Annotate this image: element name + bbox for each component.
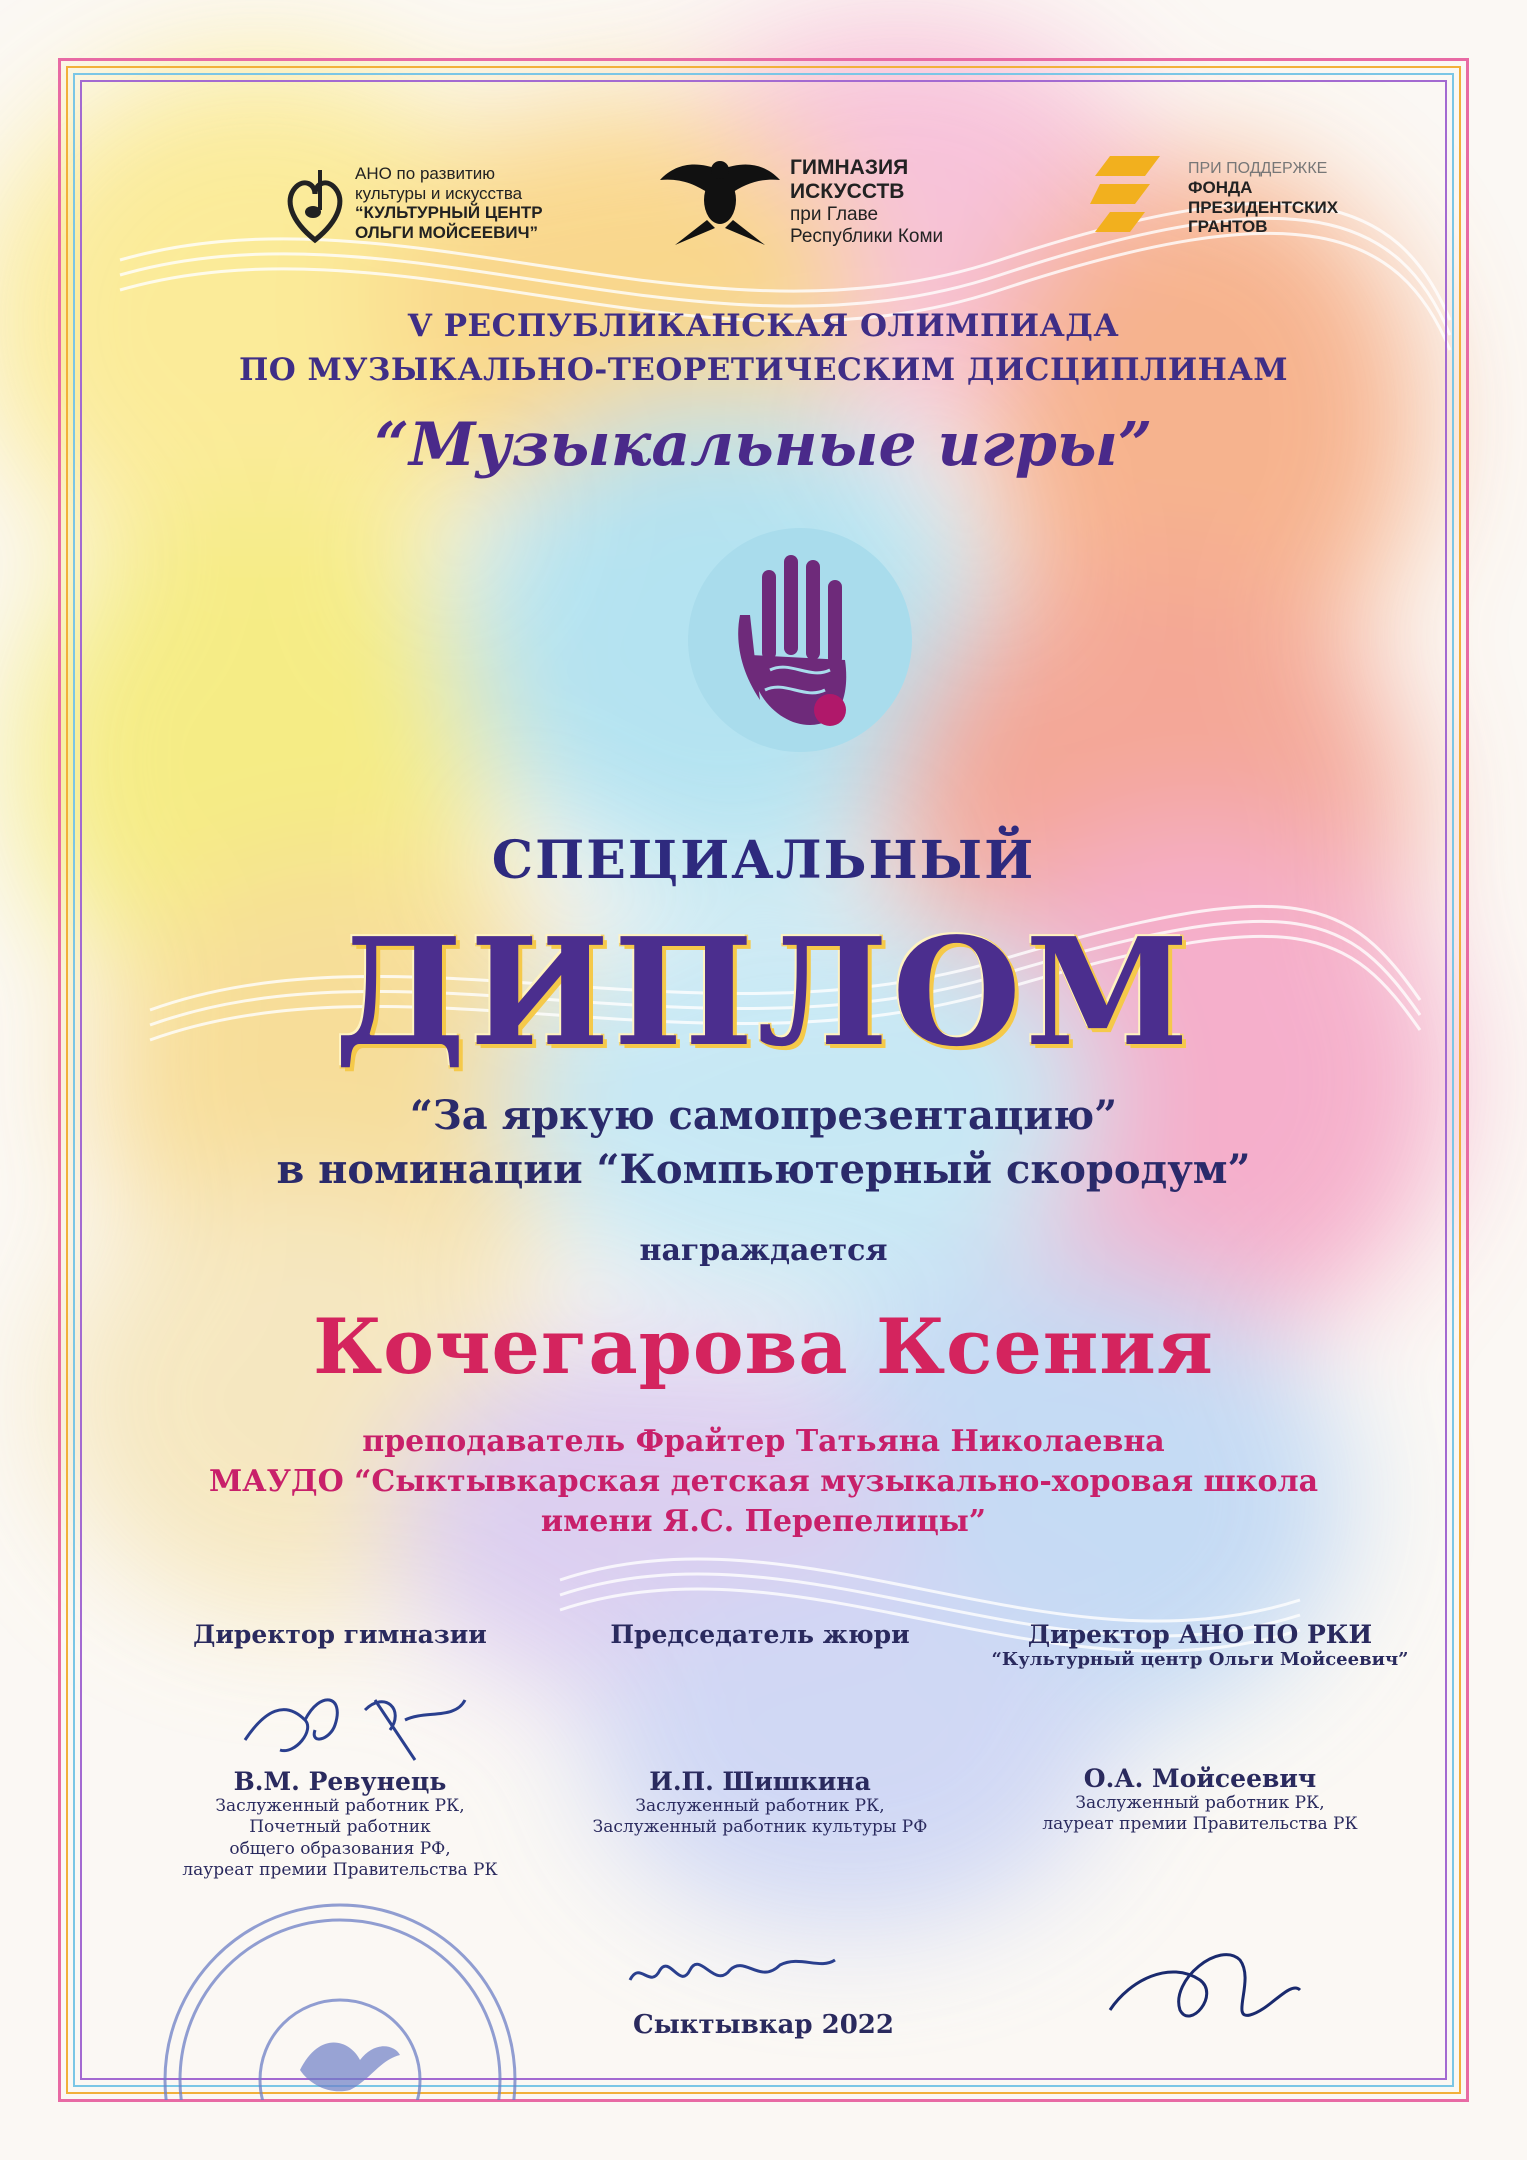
heart-note-icon [280,160,350,250]
signature-desc-line: Заслуженный работник РК, [635,1796,885,1816]
signature-name: О.А. Мойсеевич [1083,1764,1317,1793]
official-stamp [150,1880,530,2100]
signature-desc-line: Заслуженный работник РК, [1075,1793,1325,1813]
fund-line3: ПРЕЗИДЕНТСКИХ [1188,197,1339,217]
special-label: СПЕЦИАЛЬНЫЙ [491,830,1036,891]
gym-line2: ИСКУССТВ [790,180,905,204]
diploma-title: ДИПЛОМ [334,905,1193,1079]
signature-subtitle: “Культурный центр Ольги Мойсеевич” [991,1649,1409,1670]
ano-line1: АНО по развитию [355,164,496,183]
signature-title: Председатель жюри [610,1620,910,1649]
recipient-name: Кочегарова Ксения [313,1302,1214,1391]
signature-desc-line: общего образования РФ, [229,1838,451,1859]
fund-line1: ПРИ ПОДДЕРЖКЕ [1188,160,1328,177]
signature-name: В.М. Ревунець [233,1767,447,1796]
bird-icon [655,150,785,250]
signature-desc-line: Заслуженный работник культуры РФ [592,1817,928,1838]
ano-line3: “КУЛЬТУРНЫЙ ЦЕНТР [355,203,543,223]
award-nomination: в номинации “Компьютерный скородум” [276,1146,1251,1193]
school-line2: имени Я.С. Перепелицы” [540,1504,987,1539]
hand-emblem [680,520,920,764]
grants-fund-text [1188,160,1388,237]
gym-line4: Республики Коми [790,226,944,248]
handwritten-signature-2 [620,1940,840,2010]
olympiad-title: V РЕСПУБЛИКАНСКАЯ ОЛИМПИАДА [407,308,1120,344]
school-line1: МАУДО “Сыктывкарская детская музыкально-хоровая школа [208,1464,1319,1499]
city-year: Сыктывкар 2022 [633,2010,894,2040]
signature-block-jury [570,1620,950,1839]
signature-block-ano [990,1620,1410,1836]
signature-title: Директор гимназии [193,1620,487,1649]
ano-line2: культуры и искусства [355,183,523,203]
musical-hand-icon [680,520,920,760]
event-name: “Музыкальные игры” [374,410,1153,480]
handwritten-signature-1 [225,1670,485,1780]
signature-name: И.П. Шишкина [649,1767,871,1796]
gym-line1: ГИМНАЗИЯ [790,156,909,179]
ano-line4: ОЛЬГИ МОЙСЕЕВИЧ” [355,222,539,242]
olympiad-subtitle: ПО МУЗЫКАЛЬНО-ТЕОРЕТИЧЕСКИМ ДИСЦИПЛИНАМ [238,352,1289,388]
signature-title: Директор АНО ПО РКИ [1027,1620,1373,1649]
signature-desc-line: Заслуженный работник РК, [215,1796,465,1816]
signature-desc-line: лауреат премии Правительства РК [1042,1814,1358,1835]
signature-desc-line: лауреат премии Правительства РК [182,1859,498,1880]
signature-desc-line: Почетный работник [249,1817,431,1838]
fund-line2: ФОНДА [1188,178,1253,198]
cultural-center-text [355,164,585,242]
grants-fund-logo [1090,156,1180,240]
teacher-line: преподаватель Фрайтер Татьяна Николаевна [362,1424,1165,1459]
cultural-center-logo [280,160,350,254]
grants-emblem-icon [1090,156,1180,236]
awarded-label: награждается [639,1233,888,1268]
award-reason: “За яркую самопрезентацию” [409,1092,1118,1139]
gymnasium-text [790,156,960,248]
gymnasium-logo [655,150,785,254]
gym-line3: при Главе [790,204,879,226]
fund-line4: ГРАНТОВ [1188,217,1268,237]
